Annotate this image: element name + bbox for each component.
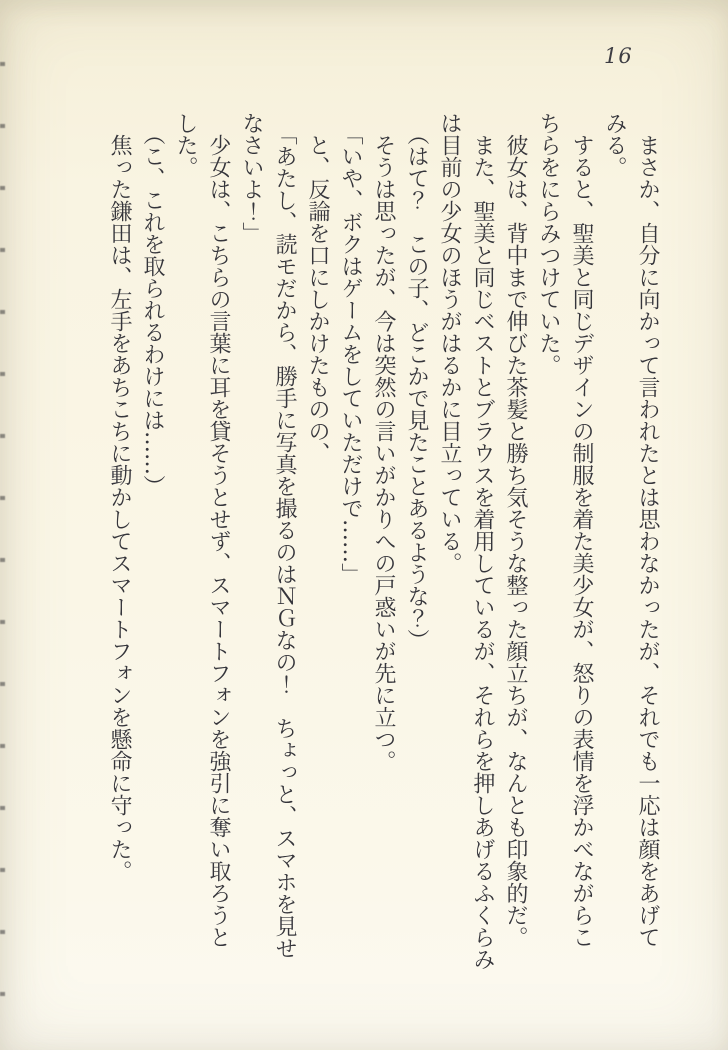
text-column: （はて？ この子、どこかで見たことあるような？） [404, 112, 429, 651]
text-column: （こ、これを取られるわけには……） [140, 112, 165, 497]
page-number: 16 [604, 44, 633, 68]
text-column: 彼女は、背中まで伸びた茶髪と勝ち気そうな整った顔立ちが、なんとも印象的だ。 [503, 112, 528, 948]
text-column: そうは思ったが、今は突然の言いがかりへの戸惑いが先に立つ。 [371, 112, 396, 772]
text-column: 「あたし、読モだから、勝手に写真を撮るのはＮＧなの！ ちょっと、スマホを見せ [272, 112, 297, 959]
text-column: なさいよ！」 [239, 112, 264, 244]
text-column: と、反論を口にしかけたものの、 [305, 112, 330, 464]
text-column: また、聖美と同じベストとブラウスを着用しているが、それらを押しあげるふくらみ [470, 112, 495, 970]
text-column: みる。 [602, 112, 627, 178]
vertical-text-block [103, 112, 664, 970]
text-column: ちらをにらみつけていた。 [536, 112, 561, 376]
text-column: すると、聖美と同じデザインの制服を着た美少女が、怒りの表情を浮かべながらこ [569, 112, 594, 948]
text-column: した。 [173, 112, 198, 178]
text-column: まさか、自分に向かって言われたとは思わなかったが、それでも一応は顔をあげて [635, 112, 660, 948]
text-column: 少女は、こちらの言葉に耳を貸そうとせず、スマートフォンを強引に奪い取ろうと [206, 112, 231, 948]
text-column: は目前の少女のほうがはるかに目立っている。 [437, 112, 462, 574]
text-column: 焦った鎌田は、左手をあちこちに動かしてスマートフォンを懸命に守った。 [107, 112, 132, 882]
text-column: 「いや、ボクはゲームをしていただけで……」 [338, 112, 363, 585]
page-edge-marks [0, 6, 5, 1050]
